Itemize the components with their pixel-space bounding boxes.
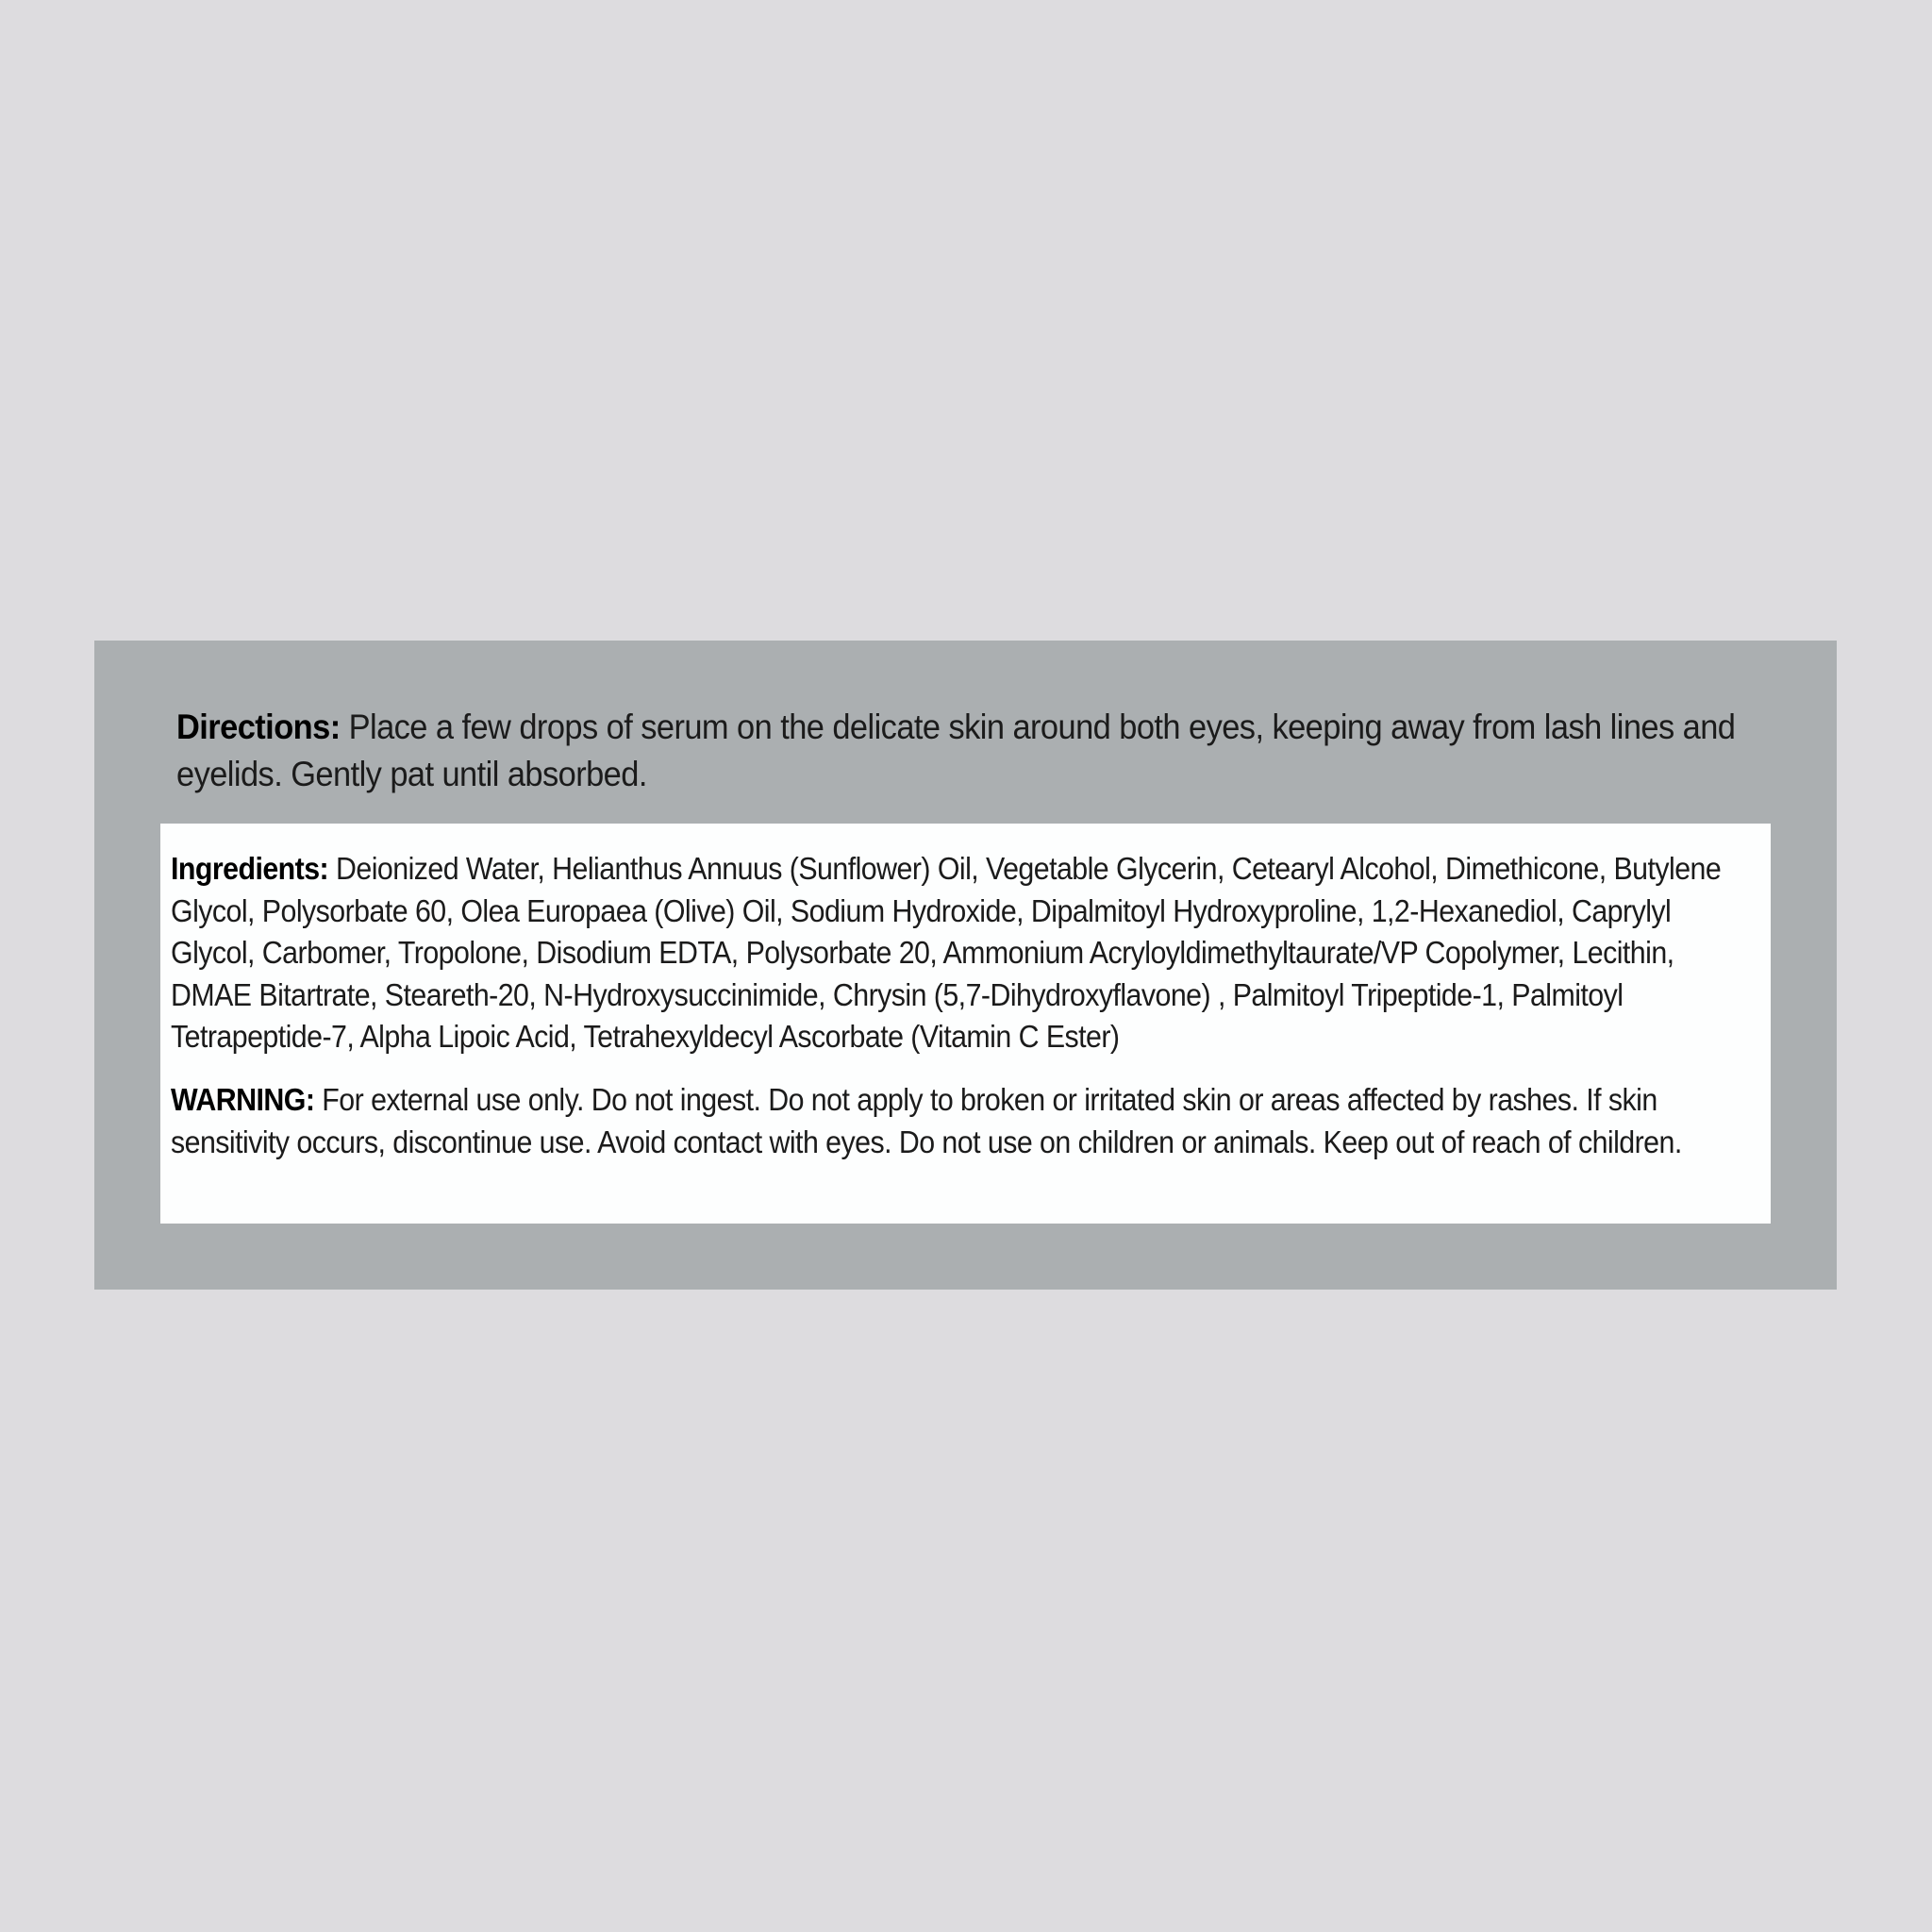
directions-text xyxy=(176,704,1738,798)
ingredients-body: Deionized Water, Helianthus Annuus (Sunflower) Oil, Vegetable Glycerin, Cetearyl Alcohol, Dimethicone, Butylene Glycol, Polysorbate 60, Olea Europaea (Olive) Oil, Sodium Hydroxide, Dipalmitoyl Hydroxyproline, 1,2-Hexanediol, Caprylyl Glycol, Carbomer, Tropolone, Disodium EDTA, Polysorbate 20, Ammonium Acryloyldimethyltaurate/VP Copolymer, Lecithin, DMAE Bitartrate, Steareth-20, N-Hydroxysuccinimide, Chrysin (5,7-Dihydroxyflavone) , Palmitoyl Tripeptide-1, Palmitoyl Tetrapeptide-7, Alpha Lipoic Acid, Tetrahexyldecyl Ascorbate (Vitamin C Ester) xyxy=(171,851,1722,1054)
ingredients-heading: Ingredients: xyxy=(171,851,337,886)
warning-heading: WARNING: xyxy=(171,1082,323,1117)
ingredients-text xyxy=(171,848,1759,1058)
ingredients-warning-box xyxy=(160,824,1771,1224)
directions-body: Place a few drops of serum on the delicate skin around both eyes, keeping away from lash lines and eyelids. Gently pat until absorbed. xyxy=(176,708,1736,793)
directions-heading: Directions: xyxy=(176,708,349,746)
warning-text xyxy=(171,1079,1759,1163)
warning-body: For external use only. Do not ingest. Do not apply to broken or irritated skin or areas affected by rashes. If skin sensitivity occurs, discontinue use. Avoid contact with eyes. Do not use on children or animals. Keep out of reach of children. xyxy=(171,1082,1682,1159)
label-panel xyxy=(94,641,1837,1290)
